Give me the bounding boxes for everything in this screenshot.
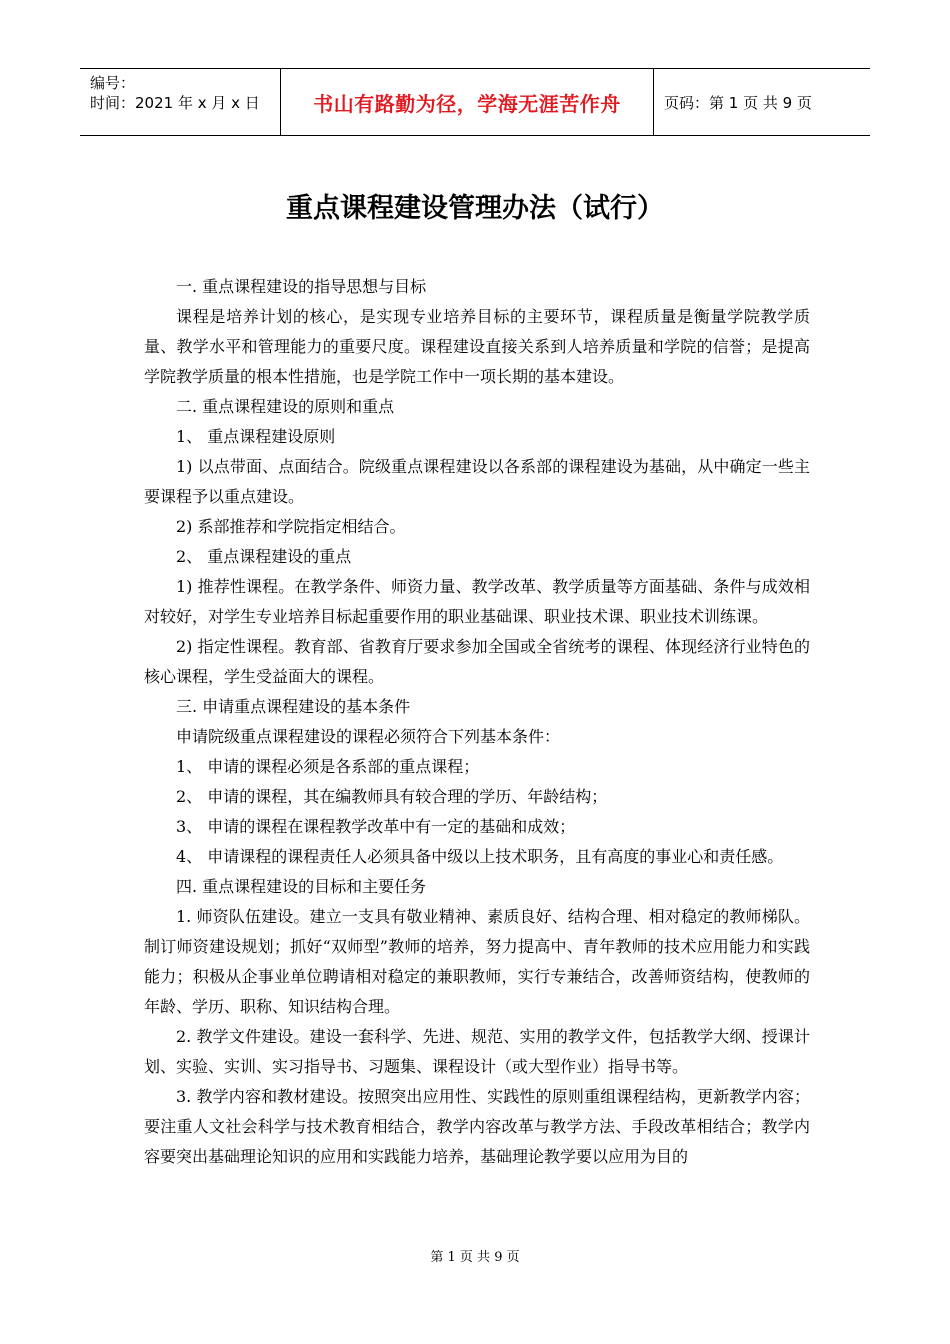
- number-label: 编号：: [90, 74, 136, 92]
- list-item: 2、 申请的课程，其在编教师具有较合理的学历、年龄结构；: [176, 787, 608, 806]
- list-item: 1) 以点带面、点面结合。院级重点课程建设以各系部的课程建设为基础，从中确定一些主要课程予以重点建设。: [144, 457, 810, 506]
- paragraph: 申请院级重点课程建设的课程必须符合下列基本条件：: [176, 727, 561, 746]
- header-meta-cell: [80, 69, 281, 135]
- subheading: 1、 重点课程建设原则: [176, 427, 336, 446]
- header-page-cell: [654, 69, 870, 135]
- document-header: [80, 68, 870, 136]
- subheading: 2、 重点课程建设的重点: [176, 547, 352, 566]
- section-heading: 二. 重点课程建设的原则和重点: [176, 397, 395, 416]
- header-motto-cell: [281, 69, 654, 135]
- list-item: 2) 系部推荐和学院指定相结合。: [176, 517, 406, 536]
- list-item: 1. 师资队伍建设。建立一支具有敬业精神、素质良好、结构合理、相对稳定的教师梯队。制订师资建设规划；抓好“双师型”教师的培养，努力提高中、青年教师的技术应用能力和实践能力；积极从企事业单位聘请相对稳定的兼职教师，实行专兼结合，改善师资结构，使教师的年龄、学历、职称、知识结构合理。: [144, 907, 810, 1016]
- list-item: 2. 教学文件建设。建设一套科学、先进、规范、实用的教学文件，包括教学大纲、授课计划、实验、实训、实习指导书、习题集、课程设计（或大型作业）指导书等。: [144, 1027, 810, 1076]
- list-item: 4、 申请课程的课程责任人必须具备中级以上技术职务，且有高度的事业心和责任感。: [176, 847, 784, 866]
- section-heading: 三. 申请重点课程建设的基本条件: [176, 697, 411, 716]
- section-heading: 四. 重点课程建设的目标和主要任务: [176, 877, 427, 896]
- list-item: 1) 推荐性课程。在教学条件、师资力量、教学改革、教学质量等方面基础、条件与成效相对较好，对学生专业培养目标起重要作用的职业基础课、职业技术课、职业技术训练课。: [144, 577, 810, 626]
- section-heading: 一. 重点课程建设的指导思想与目标: [176, 277, 427, 296]
- document-body: [144, 272, 810, 1172]
- motto: 书山有路勤为径，学海无涯苦作舟: [313, 91, 621, 116]
- list-item: 3、 申请的课程在课程教学改革中有一定的基础和成效；: [176, 817, 576, 836]
- paragraph: 课程是培养计划的核心，是实现专业培养目标的主要环节，课程质量是衡量学院教学质量、教学水平和管理能力的重要尺度。课程建设直接关系到人培养质量和学院的信誉；是提高学院教学质量的根本性措施，也是学院工作中一项长期的基本建设。: [144, 307, 810, 386]
- header-page-number: 页码：第 1 页 共 9 页: [664, 93, 812, 112]
- list-item: 3. 教学内容和教材建设。按照突出应用性、实践性的原则重组课程结构，更新教学内容；要注重人文社会科学与技术教育相结合，教学内容改革与教学方法、手段改革相结合；教学内容要突出基础理论知识的应用和实践能力培养，基础理论教学要以应用为目的: [144, 1087, 810, 1166]
- list-item: 1、 申请的课程必须是各系部的重点课程；: [176, 757, 480, 776]
- document-title: 重点课程建设管理办法（试行）: [286, 193, 664, 224]
- date-label: 时间：2021 年 x 月 x 日: [90, 94, 260, 112]
- list-item: 2) 指定性课程。教育部、省教育厅要求参加全国或全省统考的课程、体现经济行业特色的核心课程，学生受益面大的课程。: [144, 637, 810, 686]
- page-footer: 第 1 页 共 9 页: [430, 1250, 520, 1265]
